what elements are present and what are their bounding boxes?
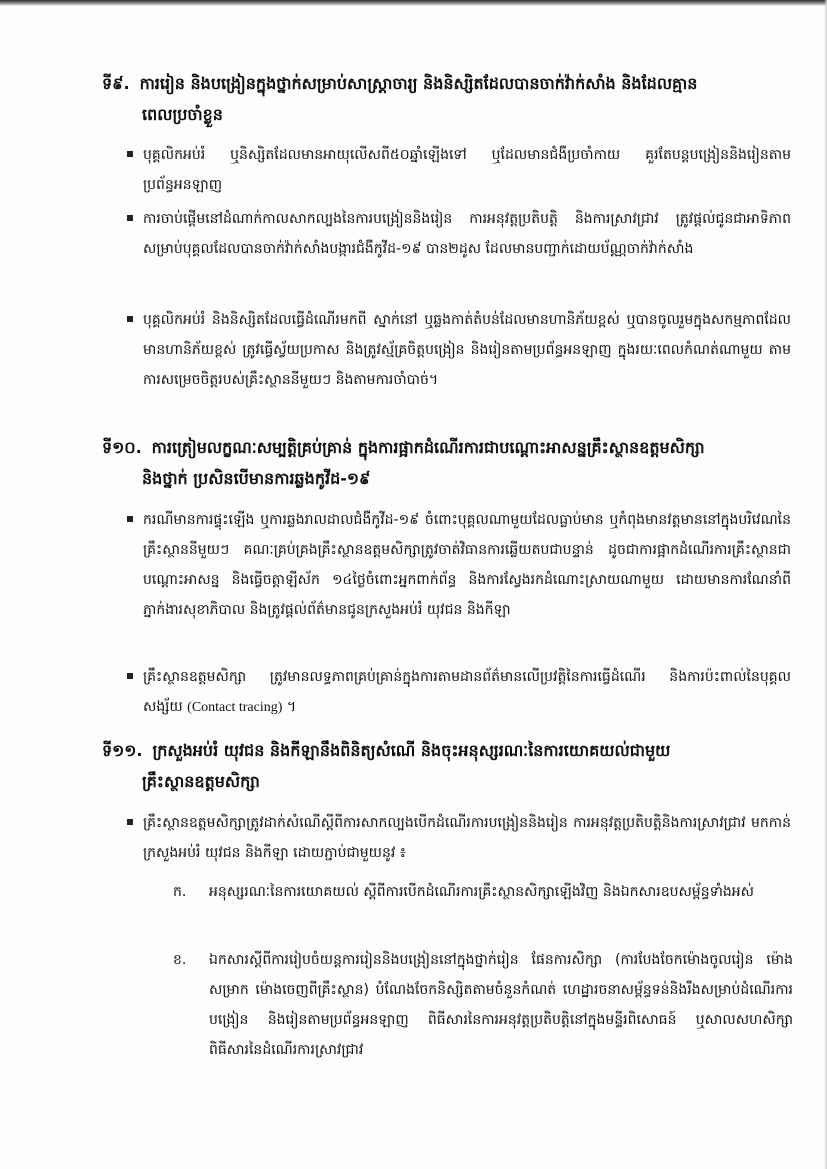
bullet-icon <box>127 819 133 825</box>
sub-item-text: អនុស្សរណៈនៃការយោគយល់ ស្តីពីការបើកដំណើរការគ្រឹះស្ថានសិក្សាឡើងវិញ និងឯកសារឧបសម្ព័ន្ធទាំងអស់ <box>209 884 755 900</box>
article-9-heading <box>102 68 792 130</box>
article-9-bullet-1-text: បុគ្គលិកអប់រំ ឬនិស្សិតដែលមានអាយុលើសពី៥០ឆ្នាំឡើងទៅ ឬដែលមានជំងឺប្រចាំកាយ គួរតែបន្តបង្រៀននិងរៀនតាមប្រព័ន្ធអនឡាញ <box>143 147 791 193</box>
bullet-icon <box>127 316 133 322</box>
article-10-bullet-2-end: ។ <box>286 699 297 715</box>
article-10-bullet-2-main: គ្រឹះស្ថានឧត្តមសិក្សា ត្រូវមានលទ្ធភាពគ្រប់គ្រាន់ក្នុងការតាមដានព័ត៌មានលើប្រវត្តិនៃការធ្វើដំណើរ និងការប៉ះពាល់នៃបុគ្គលសង្ស័យ <box>143 669 791 715</box>
article-11-bullet-1 <box>127 808 791 868</box>
article-11-title-line1: ក្រសួងអប់រំ យុវជន និងកីឡានឹងពិនិត្យសំណើ និងចុះអនុស្សរណៈនៃការយោគយល់ជាមួយ <box>152 741 671 760</box>
article-11-sub-item-kha <box>173 945 793 1065</box>
article-10-bullet-2 <box>127 662 791 723</box>
article-10-bullet-1 <box>127 505 791 625</box>
article-11-sub-item-ka <box>173 877 793 907</box>
article-9-bullet-2-text: ការចាប់ផ្តើមនៅដំណាក់កាលសាកល្បងនៃការបង្រៀននិងរៀន ការអនុវត្តប្រតិបត្តិ និងការស្រាវជ្រាវ ត្រូវផ្តល់ជូនជាអាទិភាពសម្រាប់បុគ្គលដែលបានចាក់វ៉ាក់សាំងបង្ការជំងឺកូវីដ-១៩ បាន២ដូស ដែលមានបញ្ជាក់ដោយប័ណ្ណចាក់វ៉ាក់សាំង <box>143 211 791 257</box>
article-10-title-line1: ការត្រៀមលក្ខណៈសម្បត្តិគ្រប់គ្រាន់ ក្នុងការផ្អាកដំណើរការជាបណ្តោះអាសន្នគ្រឹះស្ថានឧត្តមសិក្សា <box>151 438 705 457</box>
article-9-title-line1: ការរៀន និងបង្រៀនក្នុងថ្នាក់សម្រាប់សាស្ត្រាចារ្យ និងនិស្សិតដែលបានចាក់វ៉ាក់សាំង និងដែលគ្មាន <box>139 74 698 93</box>
article-9-bullet-3 <box>127 305 791 395</box>
article-10-bullet-2-text <box>127 662 791 723</box>
article-11-title-line2: គ្រឹះស្ថានឧត្តមសិក្សា <box>142 772 260 791</box>
sub-item-text: ឯកសារស្តីពីការរៀបចំយន្តការរៀននិងបង្រៀននៅក្នុងថ្នាក់រៀន ផែនការសិក្សា (ការបែងចែកម៉ោងចូលរៀន ម៉ោងសម្រាក ម៉ោងចេញពីគ្រឹះស្ថាន) បំណែងចែកនិស្សិតតាមចំនួនកំណត់ ហេដ្ឋារចនាសម្ព័ន្ធទន់និងរឹងសម្រាប់ដំណើរការបង្រៀន និងរៀនតាមប្រព័ន្ធអនឡាញ ពិធីសារនៃការអនុវត្តប្រតិបត្តិនៅក្នុងមន្ទីរពិសោធន៍ ឬសាលសហសិក្សា ពិធីសារនៃដំណើរការស្រាវជ្រាវ <box>209 952 793 1058</box>
bullet-icon <box>127 151 133 157</box>
article-10-title-line2: និងថ្នាក់ ប្រសិនបើមានការឆ្លងកូវីដ-១៩ <box>142 469 371 488</box>
bullet-icon <box>127 673 133 679</box>
sub-item-marker: ក. <box>173 884 187 900</box>
article-10-bullet-1-text: ករណីមានការផ្ទុះឡើង ឬការឆ្លងរាលដាលជំងឺកូវីដ-១៩ ចំពោះបុគ្គលណាមួយដែលធ្លាប់មាន ឬកំពុងមានវត្តមាននៅក្នុងបរិវេណនៃគ្រឹះស្ថាននីមួយៗ គណៈគ្រប់គ្រងគ្រឹះស្ថានឧត្តមសិក្សាត្រូវចាត់វិធានការឆ្លើយតបជាបន្ទាន់ ដូចជាការផ្អាកដំណើរការគ្រឹះស្ថានជាបណ្តោះអាសន្ន និងធ្វើចត្តាឡីស័ក ១៤ថ្ងៃចំពោះអ្នកពាក់ព័ន្ធ និងការស្វែងរកដំណោះស្រាយណាមួយ ដោយមានការណែនាំពីភ្នាក់ងារសុខាភិបាល និងត្រូវផ្តល់ព័ត៌មានជូនក្រសួងអប់រំ យុវជន និងកីឡា <box>143 512 791 618</box>
article-9-bullet-1 <box>127 140 791 200</box>
article-11-heading <box>102 735 792 797</box>
sub-item-marker: ខ. <box>173 952 187 968</box>
article-10-number: ទី១០. <box>102 438 142 457</box>
bullet-icon <box>127 215 133 221</box>
article-11-number: ទី១១. <box>102 741 143 760</box>
article-9-bullet-3-text: បុគ្គលិកអប់រំ និងនិស្សិតដែលធ្វើដំណើរមកពី ស្នាក់នៅ ឬឆ្លងកាត់តំបន់ដែលមានហានិភ័យខ្ពស់ ឬបានចូលរួមក្នុងសកម្មភាពដែលមានហានិភ័យខ្ពស់ ត្រូវធ្វើស្វ័យប្រកាស និងត្រូវស្ម័គ្រចិត្តបង្រៀន និងរៀនតាមប្រព័ន្ធអនឡាញ ក្នុងរយៈពេលកំណត់ណាមួយ តាមការសម្រេចចិត្តរបស់គ្រឹះស្ថាននីមួយៗ និងតាមការចាំបាច់។ <box>143 312 791 388</box>
article-11-bullet-1-text: គ្រឹះស្ថានឧត្តមសិក្សាត្រូវដាក់សំណើស្តីពីការសាកល្បងបើកដំណើរការបង្រៀននិងរៀន ការអនុវត្តប្រតិបត្តិនិងការស្រាវជ្រាវ មកកាន់ក្រសួងអប់រំ យុវជន និងកីឡា ដោយភ្ជាប់ជាមួយនូវ ៖ <box>143 815 791 861</box>
contact-tracing-term: (Contact tracing) <box>187 700 283 715</box>
article-9-bullet-2 <box>127 204 791 264</box>
article-9-number: ទី៩. <box>102 74 130 93</box>
article-9-title-line2: ពេលប្រចាំខ្លួន <box>142 105 223 124</box>
bullet-icon <box>127 516 133 522</box>
article-10-heading <box>102 432 792 494</box>
scan-top-edge <box>0 0 827 6</box>
